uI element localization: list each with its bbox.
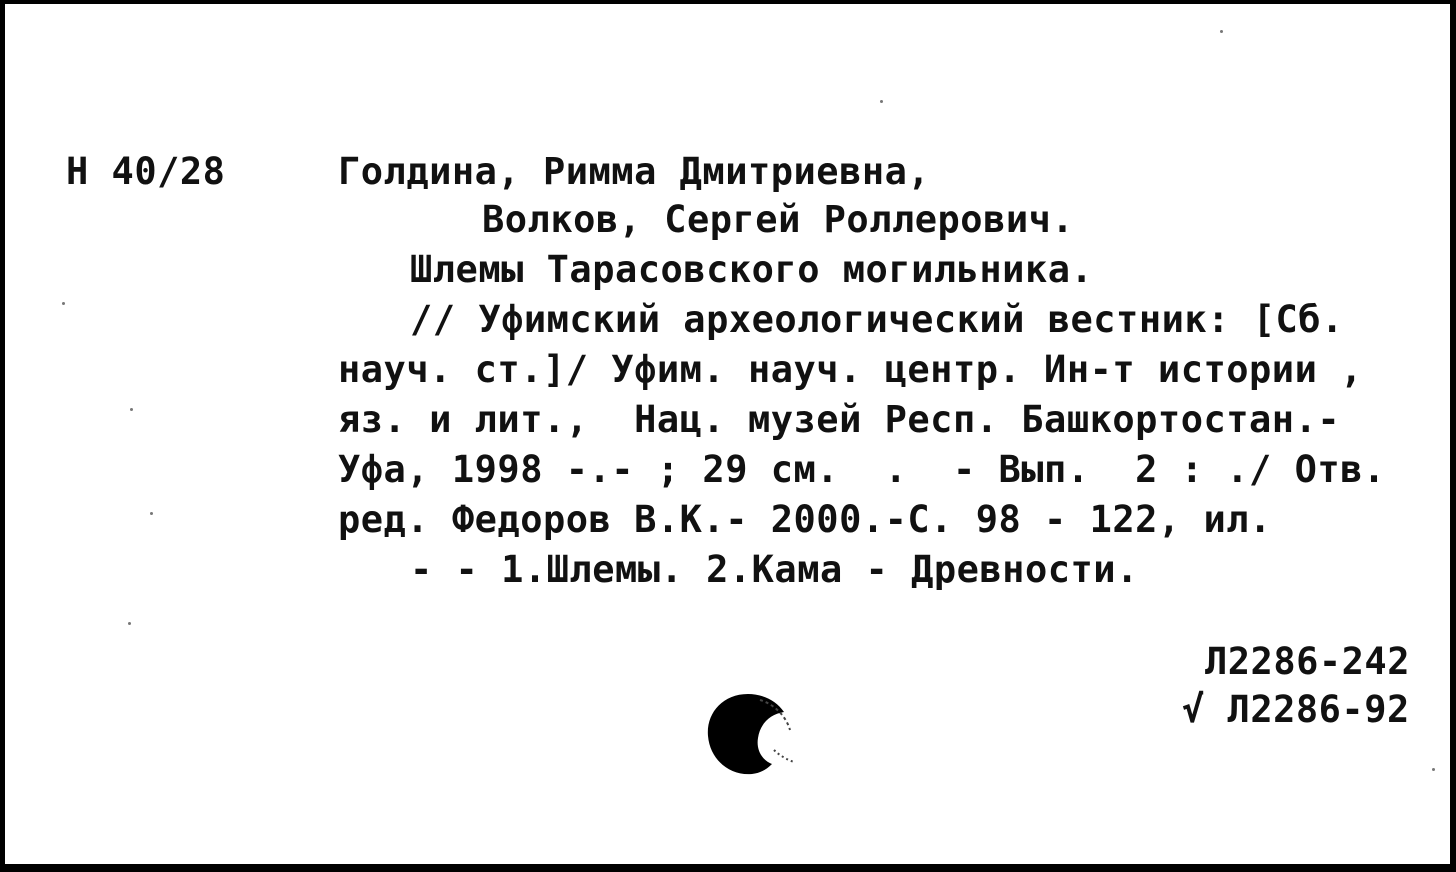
source-line-1: // Уфимский археологический вестник: [Сб. (410, 298, 1344, 341)
card-right-edge (1450, 0, 1456, 872)
inventory-number-2: √ Л2286-92 (1182, 688, 1410, 731)
card-top-edge (0, 0, 1456, 4)
speck (130, 408, 133, 411)
card-bottom-edge (0, 864, 1456, 872)
speck (1432, 768, 1435, 771)
source-line-3: яз. и лит., Нац. музей Респ. Башкортостан.- (338, 398, 1341, 441)
author-line-2: Волков, Сергей Роллерович. (482, 198, 1075, 241)
card-left-edge (0, 0, 5, 872)
speck (128, 622, 131, 625)
speck (62, 302, 65, 305)
source-line-2: науч. ст.]/ Уфим. науч. центр. Ин-т истории , (338, 348, 1363, 391)
inventory-number-1: Л2286-242 (1205, 640, 1410, 683)
shelf-mark: Н 40/28 (66, 150, 226, 193)
title-line: Шлемы Тарасовского могильника. (410, 248, 1094, 291)
author-line-1: Голдина, Римма Дмитриевна, (338, 150, 931, 193)
source-line-5: ред. Федоров В.К.- 2000.-С. 98 - 122, ил. (338, 498, 1272, 541)
subject-headings: - - 1.Шлемы. 2.Кама - Древности. (410, 548, 1139, 591)
source-line-4: Уфа, 1998 -.- ; 29 см. . - Вып. 2 : ./ Отв. (338, 448, 1386, 491)
speck (1220, 30, 1223, 33)
punch-hole-icon (700, 690, 796, 780)
speck (150, 512, 153, 515)
speck (880, 100, 883, 103)
